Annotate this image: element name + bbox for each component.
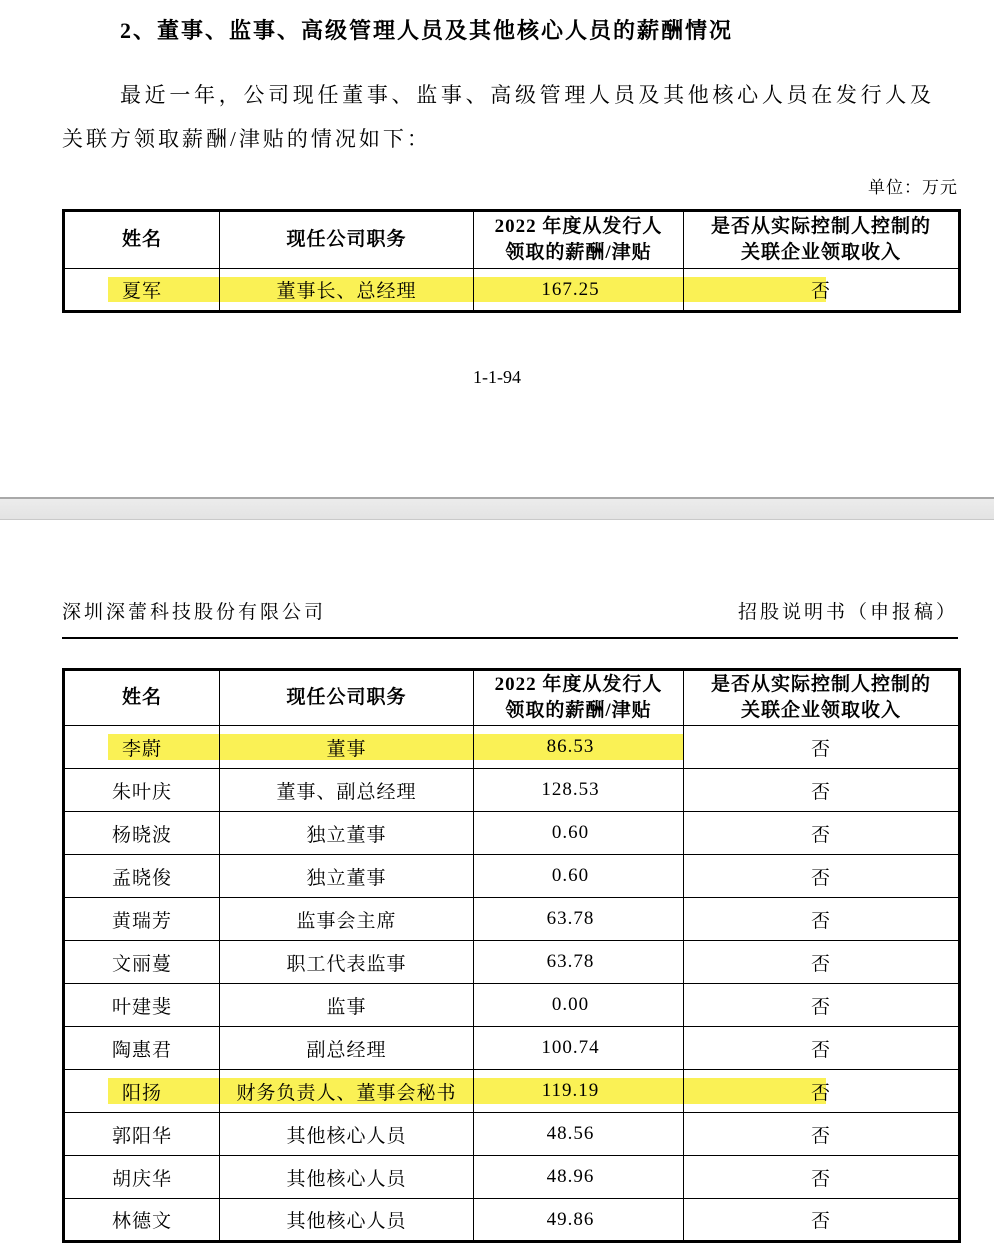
compensation-table-page2 xyxy=(62,668,961,1243)
page-2 xyxy=(0,520,994,1243)
col-header-position xyxy=(220,211,474,269)
cell-name: 黄瑞芳 xyxy=(64,898,220,941)
cell-name: 杨晓波 xyxy=(64,812,220,855)
cell-position: 其他核心人员 xyxy=(220,1199,474,1242)
table-header-row xyxy=(64,670,960,726)
col-header-position xyxy=(220,670,474,726)
cell-related: 否 xyxy=(684,1070,960,1113)
col-header-salary xyxy=(474,670,684,726)
table-row xyxy=(64,1199,960,1242)
unit-label: 单位：万元 xyxy=(868,178,958,197)
col-header-salary xyxy=(474,211,684,269)
section-heading: 2、董事、监事、高级管理人员及其他核心人员的薪酬情况 xyxy=(120,18,734,43)
col-header-name-line1: 姓名 xyxy=(121,229,162,250)
col-header-salary-line1: 2022 年度从发行人 xyxy=(494,216,663,237)
cell-name: 文丽蔓 xyxy=(64,941,220,984)
cell-salary: 48.56 xyxy=(474,1113,684,1156)
col-header-position-line1: 现任公司职务 xyxy=(286,229,407,250)
cell-salary: 119.19 xyxy=(474,1070,684,1113)
cell-position: 财务负责人、董事会秘书 xyxy=(220,1070,474,1113)
table-row-highlighted xyxy=(64,1070,960,1113)
table-row xyxy=(64,769,960,812)
cell-related: 否 xyxy=(684,1199,960,1242)
cell-salary: 0.60 xyxy=(474,855,684,898)
cell-position: 独立董事 xyxy=(220,855,474,898)
col-header-name xyxy=(64,211,220,269)
table-row xyxy=(64,855,960,898)
cell-salary: 48.96 xyxy=(474,1156,684,1199)
cell-related: 否 xyxy=(684,269,960,312)
table-row xyxy=(64,1156,960,1199)
cell-salary: 63.78 xyxy=(474,941,684,984)
col-header-related-line2: 关联企业领取收入 xyxy=(740,242,901,263)
table-row xyxy=(64,1113,960,1156)
table-row xyxy=(64,812,960,855)
cell-position: 独立董事 xyxy=(220,812,474,855)
cell-name: 林德文 xyxy=(64,1199,220,1242)
cell-related: 否 xyxy=(684,812,960,855)
cell-name: 胡庆华 xyxy=(64,1156,220,1199)
cell-name: 李蔚 xyxy=(64,726,220,769)
cell-related: 否 xyxy=(684,769,960,812)
col-header-position-line1: 现任公司职务 xyxy=(286,687,407,708)
page-number: 1-1-94 xyxy=(473,367,521,387)
cell-salary: 49.86 xyxy=(474,1199,684,1242)
page-1 xyxy=(0,0,994,497)
doc-header-company: 深圳深蕾科技股份有限公司 xyxy=(62,602,327,623)
table-row-highlighted xyxy=(64,726,960,769)
cell-salary: 86.53 xyxy=(474,726,684,769)
table-row xyxy=(64,941,960,984)
col-header-related-line1: 是否从实际控制人控制的 xyxy=(710,674,931,695)
cell-salary: 0.60 xyxy=(474,812,684,855)
cell-position: 副总经理 xyxy=(220,1027,474,1070)
col-header-name-line1: 姓名 xyxy=(121,687,162,708)
col-header-related xyxy=(684,211,960,269)
table-row xyxy=(64,1027,960,1070)
col-header-related xyxy=(684,670,960,726)
col-header-name xyxy=(64,670,220,726)
cell-salary: 63.78 xyxy=(474,898,684,941)
table-row xyxy=(64,898,960,941)
cell-related: 否 xyxy=(684,1113,960,1156)
cell-position: 董事、副总经理 xyxy=(220,769,474,812)
col-header-related-line1: 是否从实际控制人控制的 xyxy=(710,216,931,237)
cell-related: 否 xyxy=(684,984,960,1027)
table-header-row xyxy=(64,211,960,269)
intro-paragraph: 最近一年，公司现任董事、监事、高级管理人员及其他核心人员在发行人及关联方领取薪酬/津贴的情况如下： xyxy=(62,83,934,151)
doc-header-doctype: 招股说明书（申报稿） xyxy=(737,602,958,623)
col-header-related-line2: 关联企业领取收入 xyxy=(740,700,901,721)
cell-salary: 0.00 xyxy=(474,984,684,1027)
page-break-divider xyxy=(0,497,994,520)
cell-position: 董事长、总经理 xyxy=(220,269,474,312)
col-header-salary-line2: 领取的薪酬/津贴 xyxy=(505,242,652,263)
cell-related: 否 xyxy=(684,941,960,984)
cell-related: 否 xyxy=(684,855,960,898)
cell-salary: 100.74 xyxy=(474,1027,684,1070)
compensation-table-page1 xyxy=(62,209,961,313)
cell-name: 郭阳华 xyxy=(64,1113,220,1156)
cell-name: 叶建斐 xyxy=(64,984,220,1027)
table-row-highlighted xyxy=(64,269,960,312)
cell-name: 陶惠君 xyxy=(64,1027,220,1070)
cell-position: 职工代表监事 xyxy=(220,941,474,984)
col-header-salary-line1: 2022 年度从发行人 xyxy=(494,674,663,695)
cell-related: 否 xyxy=(684,1156,960,1199)
cell-position: 其他核心人员 xyxy=(220,1156,474,1199)
cell-salary: 128.53 xyxy=(474,769,684,812)
cell-name: 夏军 xyxy=(64,269,220,312)
cell-name: 孟晓俊 xyxy=(64,855,220,898)
cell-salary: 167.25 xyxy=(474,269,684,312)
table-row xyxy=(64,984,960,1027)
cell-position: 董事 xyxy=(220,726,474,769)
cell-position: 监事会主席 xyxy=(220,898,474,941)
cell-related: 否 xyxy=(684,898,960,941)
cell-name: 阳扬 xyxy=(64,1070,220,1113)
document-header xyxy=(62,600,958,626)
cell-name: 朱叶庆 xyxy=(64,769,220,812)
cell-position: 监事 xyxy=(220,984,474,1027)
cell-related: 否 xyxy=(684,726,960,769)
header-rule xyxy=(62,637,958,639)
cell-related: 否 xyxy=(684,1027,960,1070)
cell-position: 其他核心人员 xyxy=(220,1113,474,1156)
col-header-salary-line2: 领取的薪酬/津贴 xyxy=(505,700,652,721)
